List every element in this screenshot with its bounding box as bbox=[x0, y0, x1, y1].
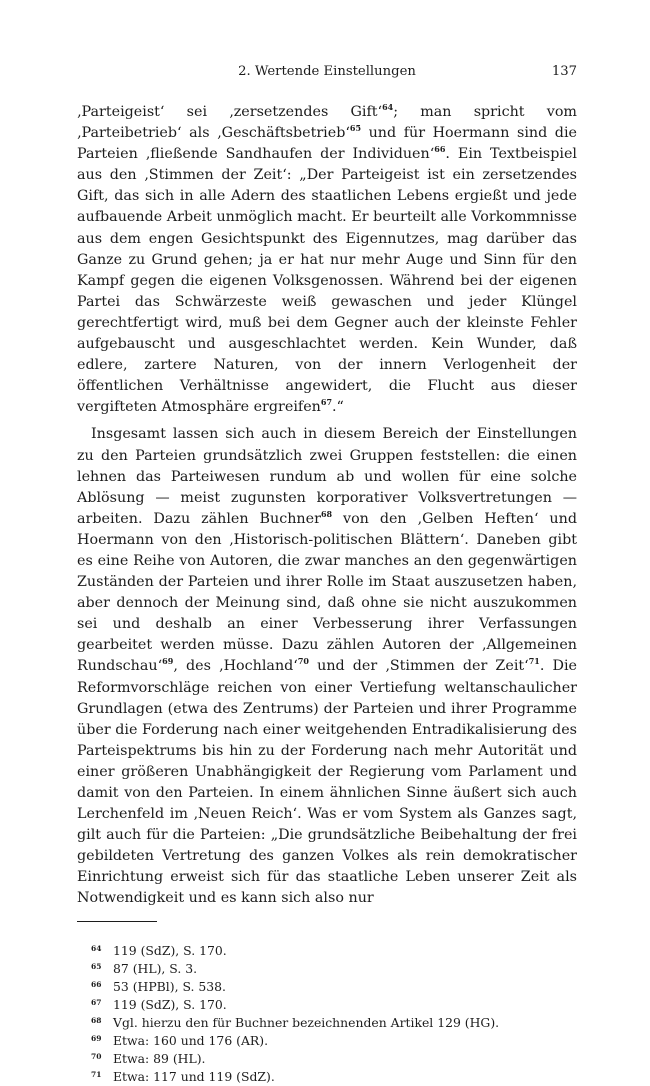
footnote-reference: 70 bbox=[297, 656, 309, 667]
footnote-reference: 68 bbox=[320, 508, 333, 519]
text-segment: und der ‚Stimmen der Zeit‘ bbox=[309, 658, 529, 675]
footnote-number bbox=[77, 1032, 113, 1050]
footnote-reference: 65 bbox=[349, 123, 362, 134]
text-segment: . Die Reformvorschläge reichen von einer Vertiefung weltanschaulicher Grundlagen (etwa des Zentrums) der Parteien und ihrer Programme über die Forderung nach einer weitgehenden Entradikalisierung des Parteispektrums bis hin zu der Forderung nach mehr Autorität und einer größeren Unabhängigkeit der Regierung vom Parlament und damit von den Parteien. In einem ähnlichen Sinne äußert sich auch Lerchenfeld im ‚Neuen Reich‘. Was er vom System als Ganzes sagt, gilt auch für die Parteien: „Die grundsätzliche Beibehaltung der frei gebildeten Vertretung des ganzen Volkes als rein demokratischer Einrichtung erweist sich für das staatliche Leben unserer Zeit als Notwendigkeit und es kann sich also nur bbox=[77, 658, 577, 907]
running-header bbox=[77, 64, 577, 86]
footnote-reference: 69 bbox=[162, 656, 174, 667]
footnote bbox=[77, 1014, 577, 1032]
footnote-reference: 66 bbox=[434, 144, 446, 155]
text-segment: ‚Parteigeist‘ sei ‚zersetzendes Gift‘ bbox=[77, 104, 383, 120]
footnote-text: 87 (HL), S. 3. bbox=[113, 960, 198, 976]
footnote-number bbox=[77, 978, 113, 996]
footnote-text: 53 (HPBl), S. 538. bbox=[113, 978, 226, 994]
paragraph-continued bbox=[77, 102, 577, 418]
footnote bbox=[77, 1050, 577, 1068]
footnote-reference: 64 bbox=[382, 102, 394, 112]
footnote-text: 119 (SdZ), S. 170. bbox=[113, 996, 227, 1012]
text-segment: , des ‚Hochland‘ bbox=[173, 658, 298, 675]
footnote-separator bbox=[77, 921, 157, 922]
footnote-number-label: 67 bbox=[91, 997, 102, 1007]
footnote bbox=[77, 942, 577, 960]
footnote-text: Vgl. hierzu den für Buchner bezeichnenden Artikel 129 (HG). bbox=[113, 1014, 500, 1030]
footnote-reference: 67 bbox=[320, 397, 333, 408]
footnote-number bbox=[77, 1014, 113, 1032]
footnote-number-label: 65 bbox=[91, 961, 102, 971]
text-segment: . Ein Textbeispiel aus den ‚Stimmen der Zeit‘: „Der Parteigeist ist ein zersetzendes Gift, das sich in alle Adern des staatlichen Lebens ergießt und jede aufbauende Arbeit unmöglich macht. Er beurteilt alle Vorkommnisse aus dem engen Gesichtspunkt des Eigennutzes, mag darüber das Ganze zu Grund gehen; ja er hat nur mehr Auge und Sinn für den Kampf gegen die eigenen Volksgenossen. Während bei der eigenen Partei das Schwärzeste weiß gewaschen und jeder Klüngel gerechtfertigt wird, muß bei dem Gegner auch der kleinste Fehler aufgebauscht und ausgeschlachtet werden. Kein Wunder, daß edlere, zartere Naturen, von der innern Verlogenheit der öffentlichen Verhältnisse angewidert, die Flucht aus dieser vergifteten Atmosphäre ergreifen bbox=[77, 146, 577, 416]
footnote-number bbox=[77, 1068, 113, 1086]
footnote-number bbox=[77, 942, 113, 960]
footnote-number-label: 64 bbox=[91, 943, 102, 953]
footnote-number bbox=[77, 996, 113, 1014]
book-page bbox=[77, 64, 577, 1086]
text-segment: .“ bbox=[332, 399, 344, 416]
footnote-text: Etwa: 160 und 176 (AR). bbox=[113, 1033, 269, 1049]
footnote-number-label: 66 bbox=[91, 979, 102, 989]
text-segment: Insgesamt lassen sich auch in diesem Bereich der Einstellungen zu den Parteien grundsätzlich zwei Gruppen feststellen: die einen lehnen das Parteiwesen rundum ab und wollen für eine solche Ablösung — meist zugunsten korporativer Volksvertretungen — arbeiten. Dazu zählen Buchner bbox=[77, 426, 577, 527]
text-segment: ; man spricht vom ‚Parteibetrieb‘ als ‚Geschäftsbetrieb‘ bbox=[77, 104, 577, 142]
footnote-number-label: 70 bbox=[91, 1052, 102, 1062]
footnote-number-label: 69 bbox=[91, 1034, 102, 1044]
footnote-text: 119 (SdZ), S. 170. bbox=[113, 942, 227, 958]
footnotes bbox=[77, 942, 577, 1086]
footnote bbox=[77, 978, 577, 996]
footnote-number-label: 68 bbox=[91, 1015, 102, 1025]
footnote-number-label: 71 bbox=[91, 1070, 102, 1080]
footnote-number bbox=[77, 1050, 113, 1068]
text-segment: von den ‚Gelben Heften‘ und Hoermann von den ‚Historisch-politischen Blättern‘. Daneben gibt es eine Reihe von Autoren, die zwar manches an den gegenwärtigen Zuständen der Parteien und ihrer Rolle im Staat auszusetzen haben, aber dennoch der Meinung sind, daß ohne sie nicht auszukommen sei und deshalb an einer Verbesserung ihrer Verfassungen gearbeitet werden müsse. Dazu zählen Autoren der ‚Allgemeinen Rundschau‘ bbox=[77, 510, 577, 675]
page-number: 137 bbox=[551, 64, 577, 79]
running-title: 2. Wertende Einstellungen bbox=[238, 64, 416, 79]
footnote-text: Etwa: 117 und 119 (SdZ). bbox=[113, 1069, 275, 1085]
footnote bbox=[77, 996, 577, 1014]
footnote bbox=[77, 1032, 577, 1050]
footnote bbox=[77, 1068, 577, 1086]
paragraph bbox=[77, 424, 577, 909]
text-segment: und für Hoermann sind die Parteien ‚fließende Sandhaufen der Individuen‘ bbox=[77, 125, 577, 163]
footnote-number bbox=[77, 960, 113, 978]
footnote bbox=[77, 960, 577, 978]
footnote-text: Etwa: 89 (HL). bbox=[113, 1051, 206, 1067]
body-text bbox=[77, 102, 577, 910]
footnote-reference: 71 bbox=[528, 656, 540, 667]
